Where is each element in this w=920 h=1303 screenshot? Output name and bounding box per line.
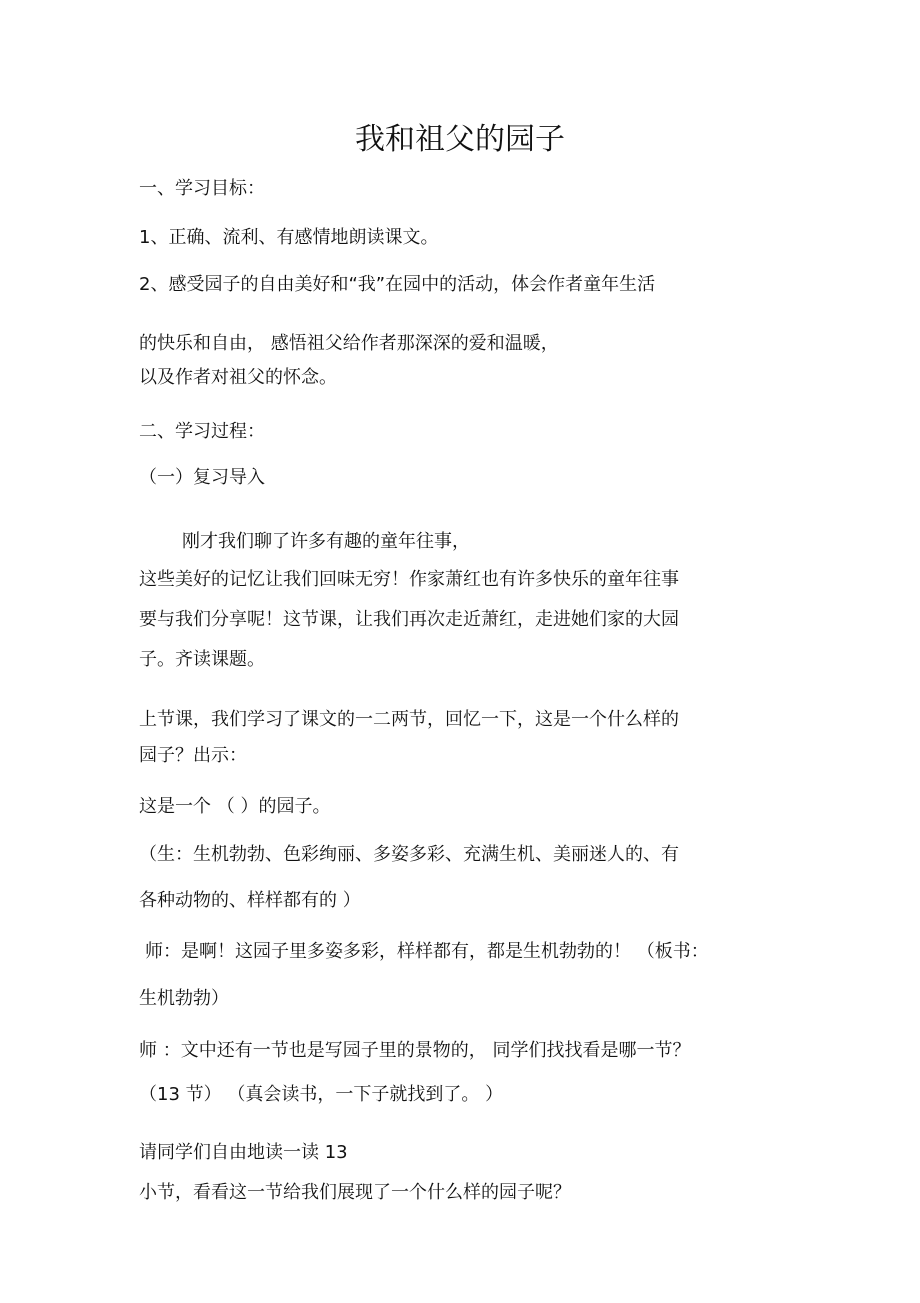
goal-item-1: 1、正确、流利、有感情地朗读课文。	[139, 227, 439, 248]
paragraph-line: （生：生机勃勃、色彩绚丽、多姿多彩、充满生机、美丽迷人的、有	[139, 844, 679, 865]
goal-item-2-continued: 的快乐和自由， 感悟祖父给作者那深深的爱和温暖，	[139, 333, 559, 354]
section-heading-process: 二、学习过程：	[139, 421, 265, 442]
paragraph-line: 要与我们分享呢！这节课，让我们再次走近萧红，走进她们家的大园	[139, 609, 679, 630]
paragraph-line: （13 节） （真会读书，一下子就找到了。 ）	[139, 1084, 504, 1105]
subsection-review: （一）复习导入	[139, 467, 265, 488]
fill-in-blank: 这是一个 （ ）的园子。	[139, 796, 331, 817]
paragraph-line: 师 ：文中还有一节也是写园子里的景物的， 同学们找找看是哪一节？	[139, 1040, 691, 1061]
paragraph-line: 刚才我们聊了许多有趣的童年往事，	[182, 531, 470, 552]
page-title: 我和祖父的园子	[355, 122, 565, 157]
paragraph-line: 这些美好的记忆让我们回味无穷！作家萧红也有许多快乐的童年往事	[139, 569, 679, 590]
paragraph-line: 请同学们自由地读一读 13	[139, 1142, 348, 1163]
goal-item-2-end: 以及作者对祖父的怀念。	[139, 367, 337, 388]
paragraph-line: 各种动物的、样样都有的 ）	[139, 890, 361, 911]
section-heading-goals: 一、学习目标：	[139, 178, 265, 199]
goal-item-2: 2、感受园子的自由美好和“我”在园中的活动，体会作者童年生活	[139, 274, 656, 295]
paragraph-line: 小节，看看这一节给我们展现了一个什么样的园子呢？	[139, 1182, 571, 1203]
paragraph-line: 上节课，我们学习了课文的一二两节，回忆一下，这是一个什么样的	[139, 709, 679, 730]
paragraph-line: 师：是啊！这园子里多姿多彩，样样都有，都是生机勃勃的！ （板书：	[145, 941, 709, 962]
paragraph-line: 园子？出示：	[139, 745, 247, 766]
paragraph-line: 生机勃勃）	[139, 988, 229, 1009]
paragraph-line: 子。齐读课题。	[139, 649, 265, 670]
